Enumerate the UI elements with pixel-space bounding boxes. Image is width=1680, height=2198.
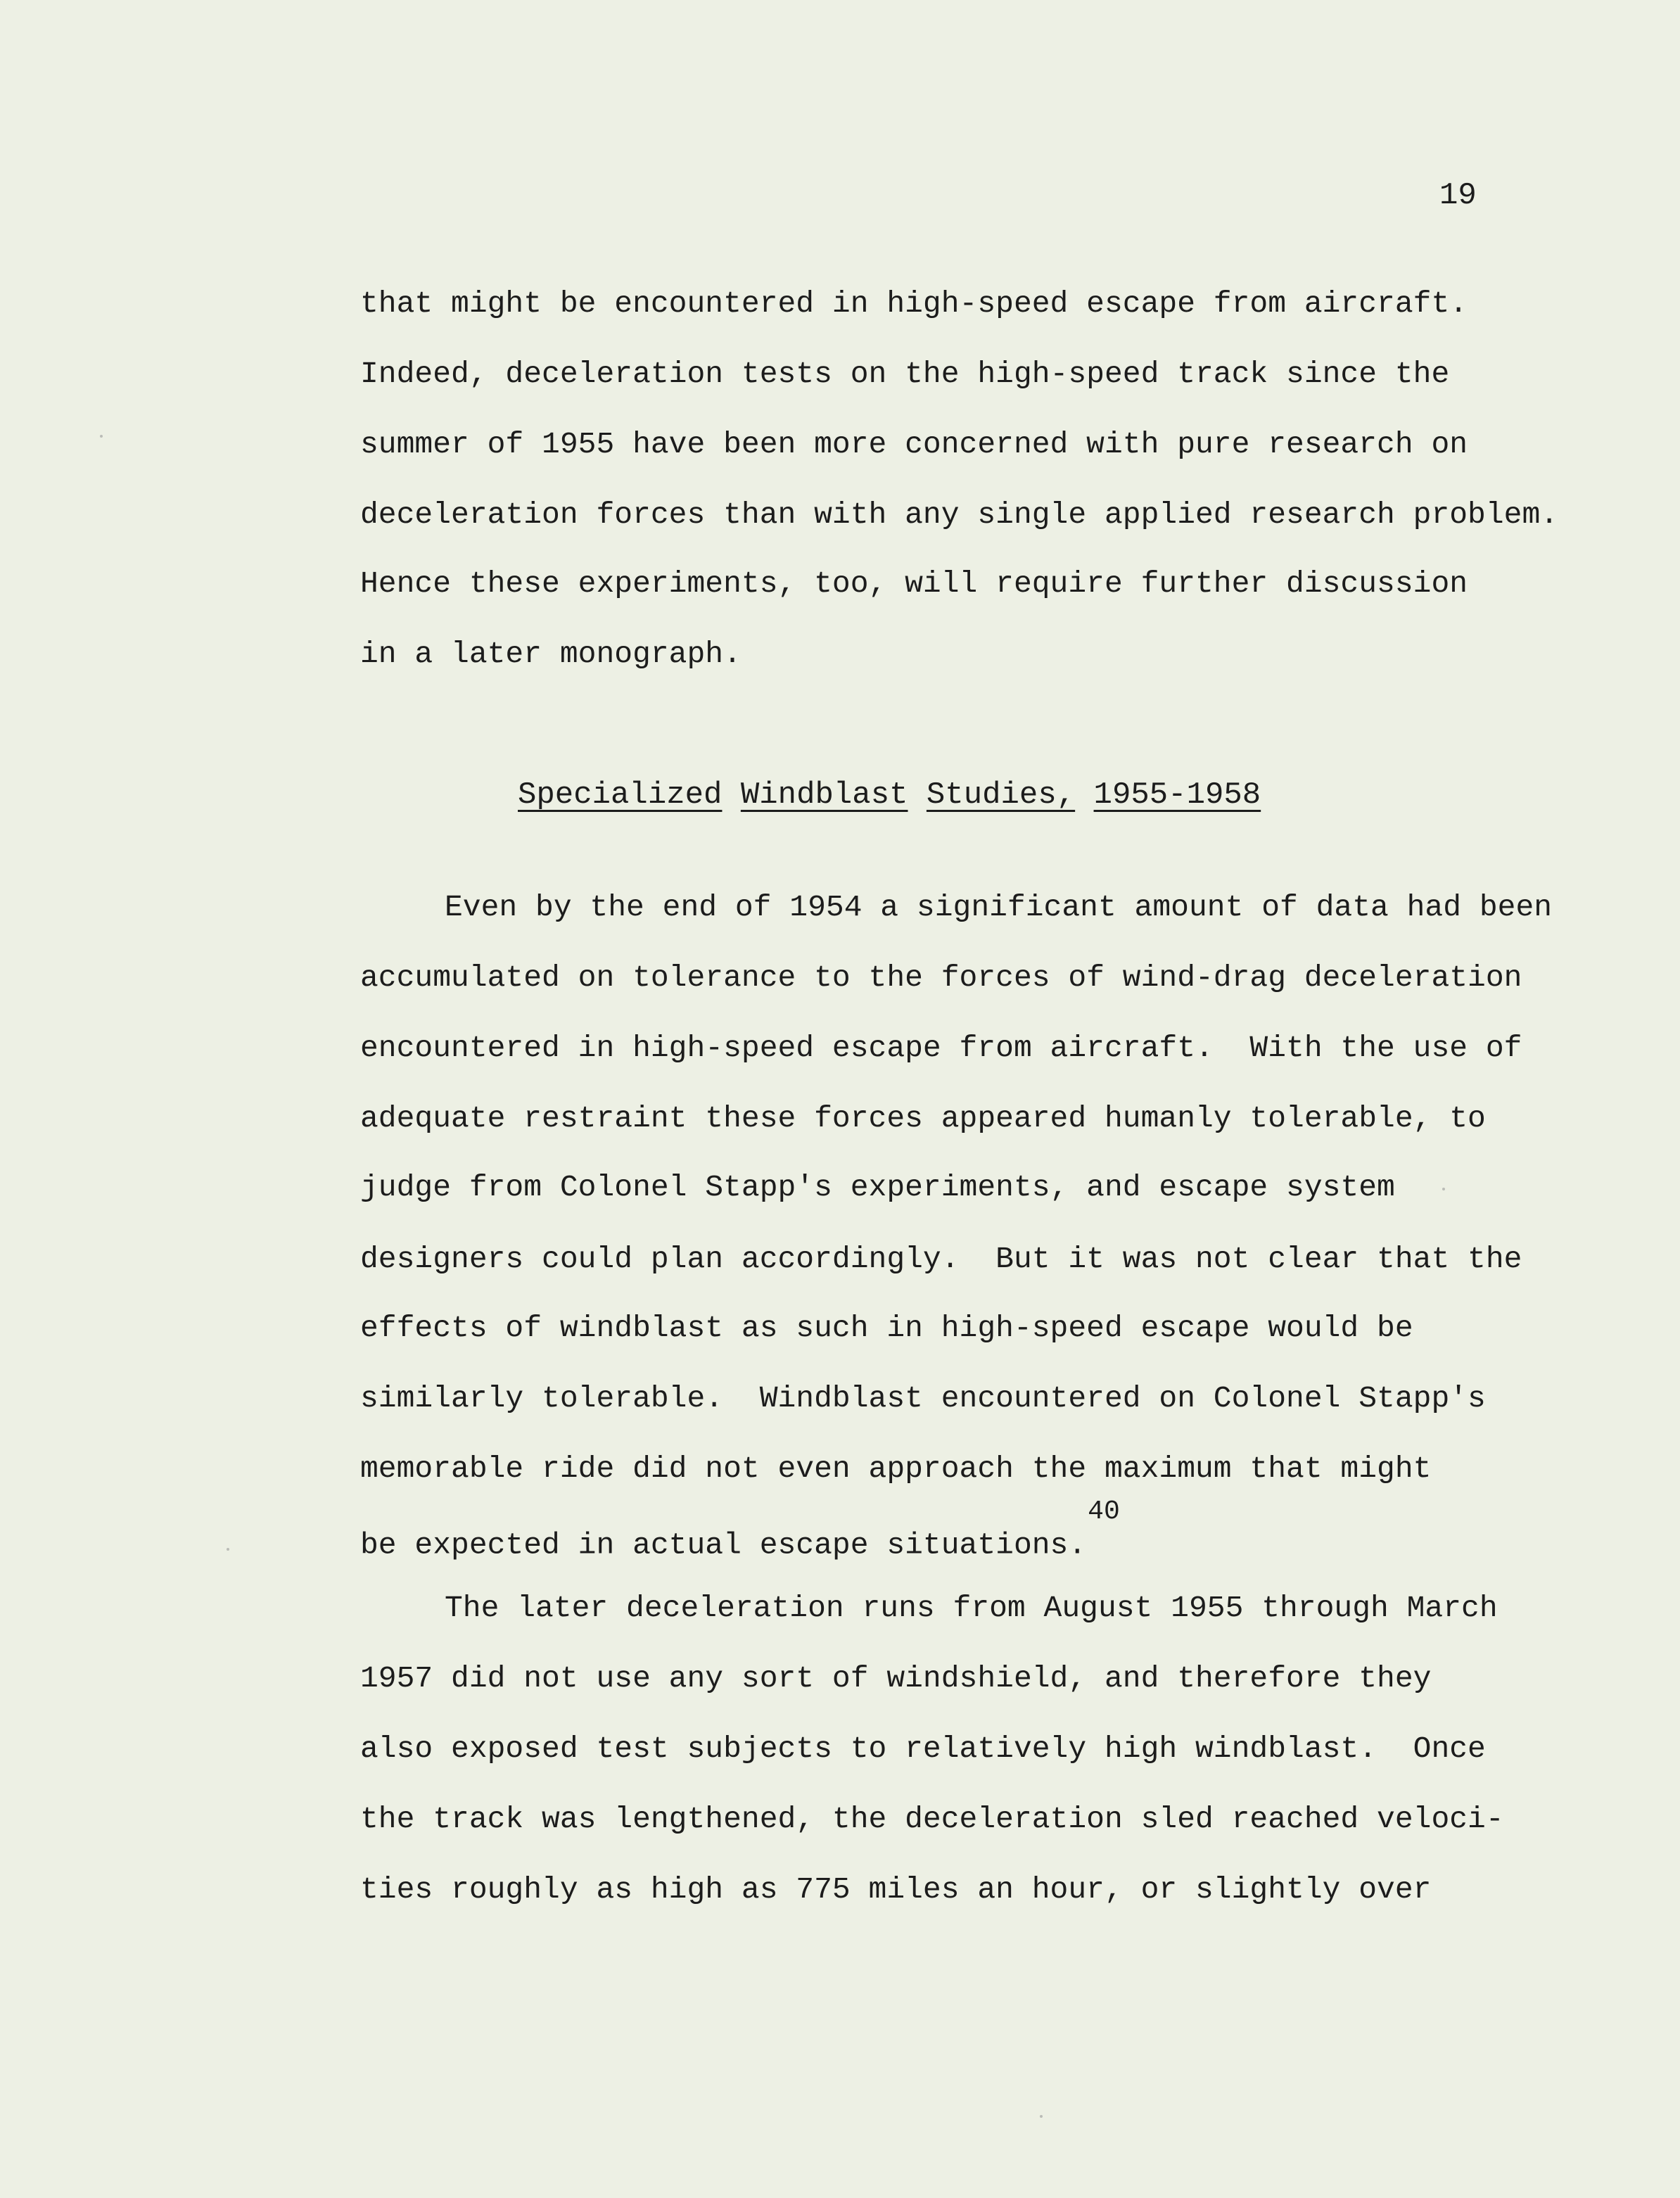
- heading-word: 1955-1958: [1093, 777, 1261, 813]
- heading-word: Specialized: [518, 777, 723, 813]
- paragraph-line: deceleration forces than with any single applied research problem.: [360, 497, 1559, 532]
- scan-speck: [227, 1548, 229, 1551]
- paragraph-line: memorable ride did not even approach the maximum that might: [360, 1451, 1432, 1486]
- scan-speck: [1442, 1188, 1445, 1190]
- paragraph-line: adequate restraint these forces appeared humanly tolerable, to: [360, 1101, 1486, 1136]
- paragraph-line: effects of windblast as such in high-speed escape would be: [360, 1311, 1413, 1345]
- paragraph-line: that might be encountered in high-speed escape from aircraft.: [360, 286, 1468, 321]
- heading-word: Windblast: [740, 777, 908, 813]
- paragraph-line: Hence these experiments, too, will require further discussion: [360, 566, 1468, 601]
- paragraph-line: Even by the end of 1954 a significant amount of data had been: [445, 890, 1553, 925]
- paragraph-line: the track was lengthened, the deceleration sled reached veloci-: [360, 1802, 1504, 1836]
- paragraph-line: ties roughly as high as 775 miles an hour, or slightly over: [360, 1872, 1432, 1907]
- paragraph-line: 1957 did not use any sort of windshield, and therefore they: [360, 1661, 1432, 1696]
- paragraph-line: judge from Colonel Stapp's experiments, and escape system: [360, 1170, 1395, 1205]
- paragraph-line: designers could plan accordingly. But it was not clear that the: [360, 1242, 1522, 1276]
- page-number: 19: [1439, 178, 1477, 213]
- paragraph-line-with-footnote: [360, 1497, 1120, 1563]
- section-heading: [518, 777, 1261, 813]
- paragraph-line: accumulated on tolerance to the forces of wind-drag deceleration: [360, 960, 1522, 995]
- paragraph-line: in a later monograph.: [360, 637, 742, 671]
- scan-speck: [1040, 2115, 1043, 2118]
- paragraph-line: similarly tolerable. Windblast encountered on Colonel Stapp's: [360, 1381, 1486, 1416]
- paragraph-line: summer of 1955 have been more concerned with pure research on: [360, 427, 1468, 462]
- footnote-reference: 40: [1088, 1497, 1120, 1527]
- paragraph-line: encountered in high-speed escape from aircraft. With the use of: [360, 1031, 1522, 1065]
- paragraph-line: The later deceleration runs from August 1955 through March: [445, 1591, 1498, 1625]
- scan-speck: [100, 435, 103, 438]
- paragraph-line: also exposed test subjects to relatively high windblast. Once: [360, 1732, 1486, 1766]
- paragraph-line: Indeed, deceleration tests on the high-speed track since the: [360, 357, 1450, 391]
- heading-word: Studies,: [926, 777, 1076, 813]
- paragraph-line: be expected in actual escape situations.: [360, 1527, 1087, 1563]
